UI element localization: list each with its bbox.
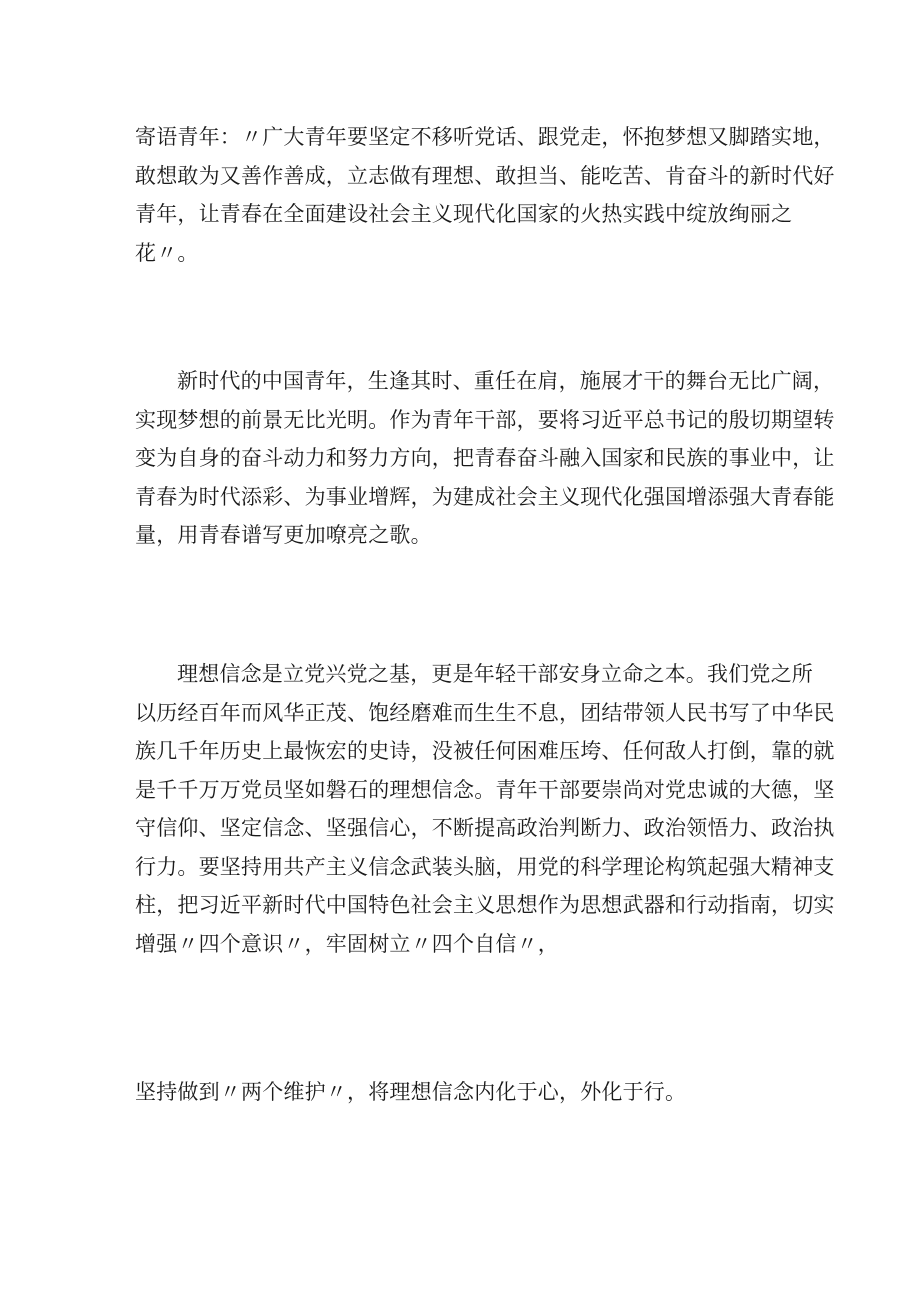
text-line: 量，用青春谱写更加嘹亮之歌。 [135, 523, 432, 547]
text-line: 以历经百年而风华正茂、饱经磨难而生生不息，团结带领人民书写了中华民 [135, 700, 835, 725]
paragraph-ideals-and-beliefs [135, 655, 835, 963]
text-line: 新时代的中国青年，生逢其时、重任在肩，施展才干的舞台无比广阔， [177, 369, 835, 393]
text-line: 变为自身的奋斗动力和努力方向，把青春奋斗融入国家和民族的事业中，让 [135, 446, 835, 470]
text-line: 是千千万万党员坚如磐石的理想信念。青年干部要崇尚对党忠诚的大德，坚 [135, 777, 835, 802]
text-line: 理想信念是立党兴党之基，更是年轻干部安身立命之本。我们党之所 [177, 662, 813, 686]
text-line: 守信仰、坚定信念、坚强信心，不断提高政治判断力、政治领悟力、政治执 [135, 816, 835, 840]
paragraph-two-safeguards [135, 1073, 795, 1112]
text-line: 柱，把习近平新时代中国特色社会主义思想作为思想武器和行动指南，切实 [135, 893, 835, 917]
paragraph-message-to-youth [135, 118, 835, 272]
text-line: 青春为时代添彩、为事业增辉，为建成社会主义现代化强国增添强大青春能 [135, 484, 835, 509]
text-line: 行力。要坚持用共产主义信念武装头脑，用党的科学理论构筑起强大精神支 [135, 854, 835, 879]
text-line: 青年，让青春在全面建设社会主义现代化国家的火热实践中绽放绚丽之 [135, 202, 793, 226]
text-line: 族几千年历史上最恢宏的史诗，没被任何困难压垮、任何敌人打倒，靠的就 [135, 739, 835, 763]
text-line: 敢想敢为又善作善成，立志做有理想、敢担当、能吃苦、肯奋斗的新时代好 [135, 163, 835, 188]
text-line: 坚持做到〃两个维护〃，将理想信念内化于心，外化于行。 [135, 1080, 687, 1104]
paragraph-new-era-youth [135, 362, 835, 555]
text-line: 花〃。 [135, 240, 199, 265]
text-line: 增强〃四个意识〃，牢固树立〃四个自信〃， [135, 931, 559, 956]
text-line: 寄语青年：〃广大青年要坚定不移听党话、跟党走，怀抱梦想又脚踏实地， [135, 125, 835, 149]
text-line: 实现梦想的前景无比光明。作为青年干部，要将习近平总书记的殷切期望转 [135, 407, 835, 432]
